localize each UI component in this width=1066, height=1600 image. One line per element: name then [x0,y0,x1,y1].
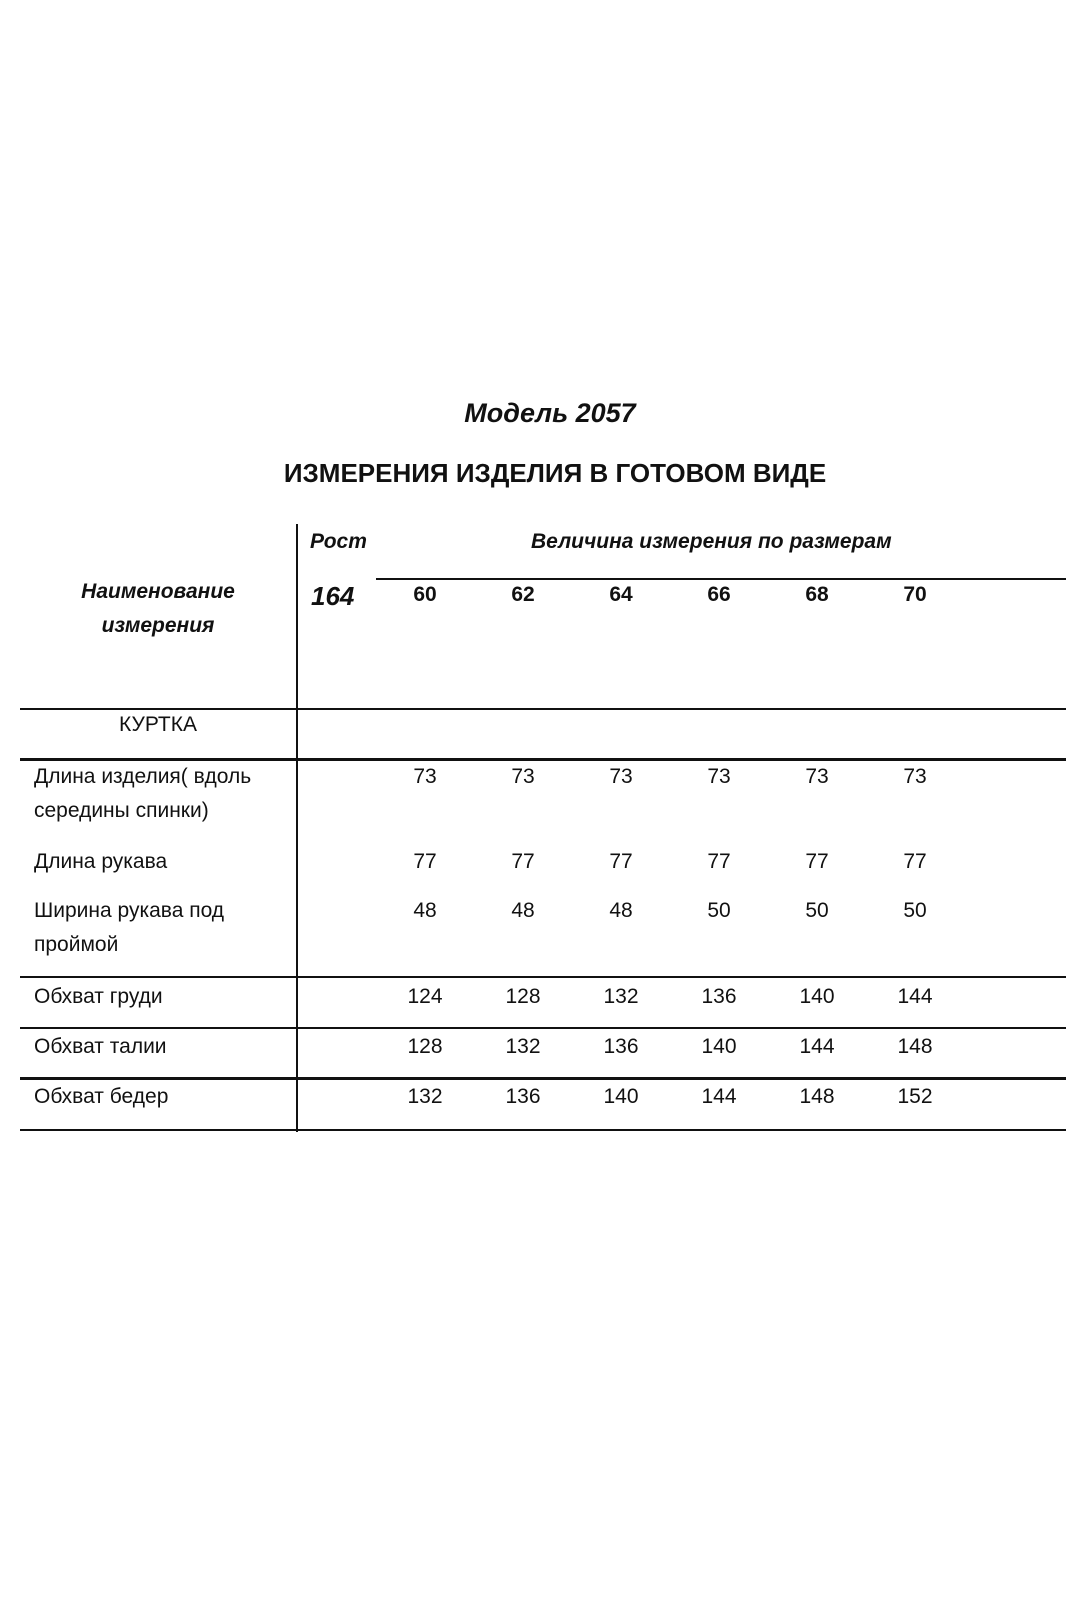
measurement-name-line1: Обхват груди [34,985,163,1008]
header-bottom-line [20,708,1066,710]
measurement-name-header-line1: Наименование [81,580,235,603]
measurement-value: 73 [511,765,535,788]
size-header: 68 [805,583,829,606]
size-header: 60 [413,583,437,606]
measurement-value: 77 [511,850,535,873]
measurement-name-header-line2: измерения [101,614,215,637]
size-header: 70 [903,583,927,606]
size-header: 66 [707,583,731,606]
measurement-value: 140 [799,985,835,1008]
measurement-value: 144 [701,1085,737,1108]
section-label: КУРТКА [119,713,197,736]
measurement-value: 48 [511,899,535,922]
measurement-value: 124 [407,985,443,1008]
measurement-name-line2: середины спинки) [34,799,209,822]
measurement-name-line2: проймой [34,933,119,956]
measurement-value: 132 [603,985,639,1008]
measurement-value: 77 [413,850,437,873]
document-subtitle: ИЗМЕРЕНИЯ ИЗДЕЛИЯ В ГОТОВОМ ВИДЕ [283,458,827,488]
measurement-value: 77 [903,850,927,873]
measurement-value: 77 [805,850,829,873]
measurement-name-line1: Ширина рукава под [34,899,225,922]
measurement-name [34,760,251,828]
measurement-value: 50 [707,899,731,922]
measurement-value: 132 [407,1085,443,1108]
measurement-value: 148 [897,1035,933,1058]
table-bottom-line [20,1129,1066,1131]
height-label: Рост [310,530,367,553]
measurement-value: 148 [799,1085,835,1108]
measurement-value: 73 [707,765,731,788]
measurement-value: 136 [603,1035,639,1058]
measurement-name-line1: Обхват бедер [34,1085,169,1108]
row-line [20,1077,1066,1080]
measurement-value: 77 [609,850,633,873]
sizes-underline [376,578,1066,580]
measurement-name-line1: Длина рукава [34,850,168,873]
measurement-value: 140 [701,1035,737,1058]
row-line [20,976,1066,978]
measurement-value: 48 [413,899,437,922]
measurement-value: 128 [407,1035,443,1058]
measurement-value: 152 [897,1085,933,1108]
column-divider [296,524,298,1132]
document-title: Модель 2057 [464,398,636,428]
measurement-value: 132 [505,1035,541,1058]
row-line [20,1027,1066,1029]
measurement-value: 77 [707,850,731,873]
sizes-label: Величина измерения по размерам [531,530,892,553]
measurement-value: 136 [701,985,737,1008]
measurement-name-line1: Обхват талии [34,1035,167,1058]
measurement-value: 144 [799,1035,835,1058]
measurement-name-header [20,575,296,643]
measurement-value: 128 [505,985,541,1008]
measurement-name [34,1080,168,1114]
measurement-value: 73 [609,765,633,788]
size-header: 62 [511,583,535,606]
measurement-name [34,980,163,1014]
height-value: 164 [311,581,355,611]
measurement-value: 50 [805,899,829,922]
measurement-name [34,894,224,962]
measurement-name [34,845,167,879]
size-header: 64 [609,583,633,606]
measurement-value: 73 [903,765,927,788]
measurement-value: 73 [805,765,829,788]
measurement-value: 136 [505,1085,541,1108]
measurement-value: 144 [897,985,933,1008]
measurement-value: 50 [903,899,927,922]
measurement-value: 48 [609,899,633,922]
measurement-name [34,1030,167,1064]
measurement-name-line1: Длина изделия( вдоль [34,765,252,788]
measurement-value: 140 [603,1085,639,1108]
measurement-value: 73 [413,765,437,788]
